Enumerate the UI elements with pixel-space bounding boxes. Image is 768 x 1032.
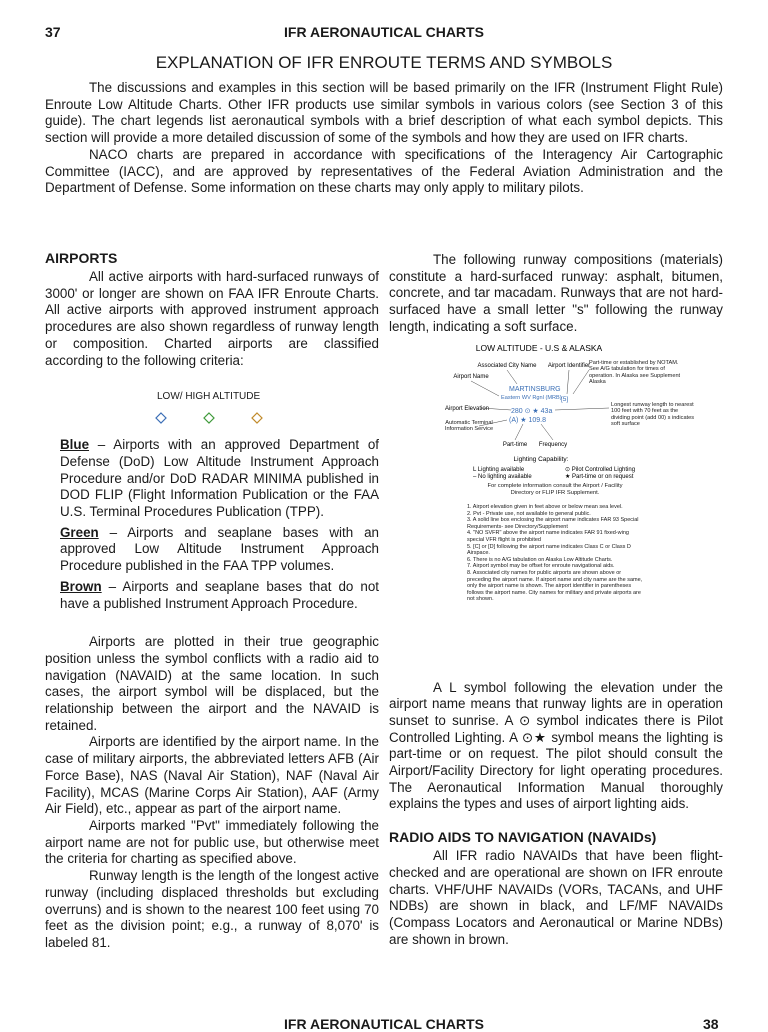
label-elev: Airport Elevation — [444, 405, 490, 412]
figure-note: 2. Pvt - Private use, not available to general public. — [467, 510, 591, 517]
legend-title: LOW/ HIGH ALTITUDE — [157, 391, 261, 403]
figure-note: 3. A solid line box enclosing the airport name indicates FAR 93 Special Requirements- see Directory/Supplement — [467, 516, 639, 530]
class-text: – Airports and seaplane bases that do not have a published Instrument Approach Procedure. — [60, 578, 379, 611]
figure-title: LOW ALTITUDE - U.S & ALASKA — [475, 342, 603, 353]
figure-note: 5. [C] or [D] following the airport name indicates Class C or Class D Airspace. — [467, 543, 631, 556]
label-runway: Longest runway length to nearest 100 feet with 70 feet as the dividing point (add 00) s indicates soft surface — [611, 401, 695, 427]
navaids-paragraph: All IFR radio NAVAIDs that have been flight-checked and are operational are shown on IFR enroute charts. VHF/UHF NAVAIDs (VORs, TACANs, and UHF NDBs) are shown in black, and LF/MF NAVAIDs (Compass Locators and Aeronautical or Marine NDBs) are shown in brown. — [389, 848, 723, 947]
runway-composition-paragraph: The following runway compositions (materials) constitute a hard-surfaced runway: asphalt, bitumen, concrete, and tar macadam. Runways that are not hard-surfaced have a small letter "s" following the runway length, indicating a soft surface. — [389, 252, 723, 334]
label-ident: Airport Identifier — [547, 362, 591, 369]
navaids-heading: RADIO AIDS TO NAVIGATION (NAVAIDs) — [389, 829, 657, 846]
footer-page-number: 38 — [703, 1016, 719, 1032]
brown-airport-symbol — [252, 413, 262, 423]
lighting-2: – No lighting available — [473, 473, 532, 480]
lighting-4: ★ Part-time or on request — [565, 473, 634, 480]
figure-note: 8. Associated city names for public airports are shown above or preceding the airport name. If airport name and city name are the same, only the airport name is shown. The airport identifier in parentheses follows the airport name. City names for military and private airports are not shown. — [467, 569, 643, 602]
class-blue — [60, 437, 379, 521]
intro — [45, 80, 723, 197]
lighting-1: L Lighting available — [473, 466, 525, 473]
airport-name: Eastern WV Rgnl (MRB) — [501, 394, 562, 401]
figure-note: 7. Airport symbol may be offset for enroute navigational aids. — [467, 562, 615, 569]
airport-classes — [45, 437, 379, 612]
green-airport-symbol — [204, 413, 214, 423]
airports-paragraph-5: Runway length is the length of the longest active runway (including displaced thresholds but excluding overruns) and is shown to the nearest 100 feet using 70 feet as the division point; e.g., a runway of 8,070' is labeled 81. — [45, 868, 379, 950]
left-column — [45, 250, 379, 952]
airports-paragraph-1: All active airports with hard-surfaced runways of 3000' or longer are shown on FAA IFR Enroute Charts. All active airports with approved instrument approach procedures are also shown regardless of runway length or composition. Charted airports are classified according to the following criteria: — [45, 269, 379, 368]
figure-note: 4. "NO SVFR" above the airport name indicates FAR 91 fixed-wing special VFR flight is prohibited — [467, 529, 629, 543]
label-parttime-short: Part-time — [502, 441, 528, 448]
label-atis: Automatic Terminal Information Service — [444, 419, 494, 432]
figure-notes — [467, 504, 643, 603]
label-frequency: Frequency — [538, 441, 568, 448]
class-brown — [60, 579, 379, 612]
label-city: Associated City Name — [477, 362, 537, 369]
blue-airport-symbol — [156, 413, 166, 423]
airports-paragraph-2: Airports are plotted in their true geographic position unless the symbol conflicts with a radio aid to navigation (NAVAID) at the same location. In such cases, the airport symbol will be displaced, but the relationship between the airport and the NAVAID is retained. — [45, 634, 379, 733]
label-name: Airport Name — [453, 373, 489, 380]
low-altitude-legend-figure — [389, 340, 723, 660]
intro-paragraph-2: NACO charts are prepared in accordance with specifications of the Interagency Air Cartographic Committee (IACC), and are approved by representatives of the Federal Aviation Administration and the Department of Defense. Some information on these charts may only apply to military pilots. — [45, 146, 723, 196]
class-text: – Airports and seaplane bases with an approved Low Altitude Instrument Approach Procedure published in the FAA TPP volumes. — [60, 524, 379, 574]
airports-paragraph-4: Airports marked "Pvt" immediately following the airport name are not for public use, but otherwise meet the criteria for charting as specified above. — [45, 817, 379, 867]
page-number: 37 — [45, 24, 61, 40]
page-title: EXPLANATION OF IFR ENROUTE TERMS AND SYMBOLS — [155, 53, 613, 72]
airport-ident-box: [5] — [561, 395, 569, 403]
lighting-paragraph: A L symbol following the elevation under the airport name means that runway lights are in operation sunset to sunrise. A ⊙ symbol indicates there is Pilot Controlled Lighting. A ⊙★ symbol means the lighting is part-time or on request. The pilot should consult the Airport/Facility Directory for light operating procedures. The Aeronautical Information Manual thoroughly explains the types and uses of airport lighting aids. — [389, 679, 723, 812]
running-header: IFR AERONAUTICAL CHARTS — [284, 24, 484, 40]
airports-heading: AIRPORTS — [45, 250, 118, 266]
lighting-3: ⊙ Pilot Controlled Lighting — [565, 466, 636, 473]
airport-class-legend — [45, 369, 379, 437]
class-term: Brown — [60, 578, 102, 594]
label-parttime: Part-time or established by NOTAM. See A/G tabulation for times of operation. In Alaska see Supplement Alaska — [589, 359, 681, 385]
lighting-title: Lighting Capability: — [513, 455, 569, 463]
right-column — [389, 252, 723, 948]
airports-paragraph-3: Airports are identified by the airport name. In the case of military airports, the abbreviated letters AFB (Air Force Base), NAS (Naval Air Station), NAF (Naval Air Facility), MCAS (Marine Corps Air Station), AAF (Army Air Field), etc., appear as part of the airport name. — [45, 734, 379, 817]
class-green — [60, 525, 379, 575]
airport-symbols — [153, 407, 273, 429]
intro-paragraph-1: The discussions and examples in this section will be based primarily on the IFR (Instrument Flight Rule) Enroute Low Altitude Charts. Other IFR products use similar symbols in various colors (see Section 3 of this guide). The chart legends list aeronautical symbols with a brief description of what each symbol depicts. This section will provide a more detailed discussion of some of the symbols and how they are used on IFR charts. — [45, 80, 723, 146]
airport-atis-line: (A) ★ 109.8 — [509, 416, 547, 424]
class-text: – Airports with an approved Department of Defense (DoD) Low Altitude Instrument Approach Procedure and/or DoD RADAR MINIMA published in DOD FLIP (Flight Information Publication or the FAA U.S. Terminal Procedures Publication (TPP). — [60, 437, 379, 520]
figure-note: 6. There is no A/G tabulation on Alaska Low Altitude Charts. — [467, 556, 613, 563]
class-term: Green — [60, 524, 99, 540]
running-footer: IFR AERONAUTICAL CHARTS — [284, 1016, 484, 1032]
class-term: Blue — [60, 437, 90, 453]
consult-note: For complete information consult the Airport / Facility Directory or FLIP IFR Supplement. — [487, 482, 623, 496]
airport-city: MARTINSBURG — [509, 385, 561, 393]
airport-elevation-line: 280 ⊙ ★ 43a — [511, 407, 553, 415]
figure-note: 1. Airport elevation given in feet above or below mean sea level. — [467, 503, 623, 510]
